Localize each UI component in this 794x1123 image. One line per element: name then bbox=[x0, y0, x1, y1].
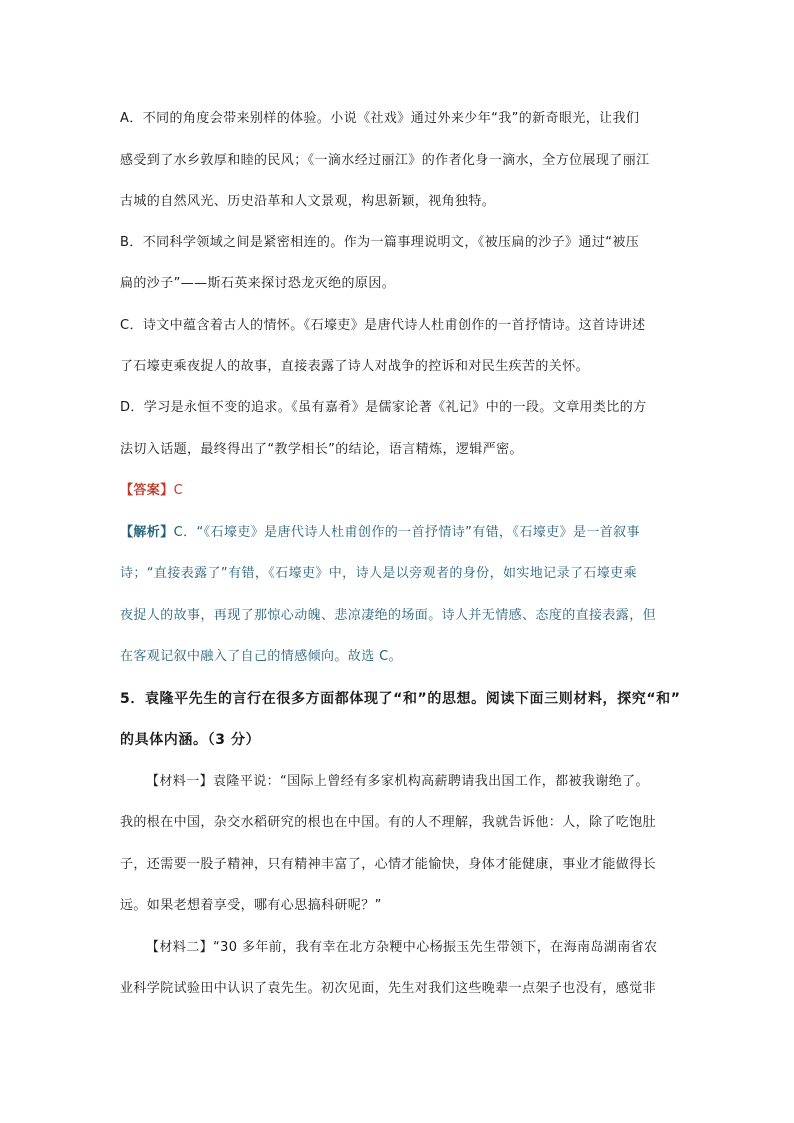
analysis-label: 【解析】 bbox=[120, 525, 174, 540]
question-5-line-1: 5．袁隆平先生的言行在很多方面都体现了“和”的思想。阅读下面三则材料，探究“和” bbox=[120, 691, 681, 707]
option-d-line-2: 法切入话题，最终得出了“教学相长”的结论，语言精炼，逻辑严密。 bbox=[120, 442, 523, 457]
option-b-line-2: 扁的沙子”——斯石英来探讨恐龙灭绝的原因。 bbox=[120, 276, 396, 291]
material-1-line-4: 远。如果老想着享受，哪有心思搞科研呢？” bbox=[120, 898, 382, 913]
answer-label: 【答案】 bbox=[120, 483, 174, 498]
option-a-line-2: 感受到了水乡敦厚和睦的民风；《一滴水经过丽江》的作者化身一滴水，全方位展现了丽江 bbox=[120, 153, 650, 168]
material-2-line-1: 【材料二】“30 多年前，我有幸在北方杂粳中心杨振玉先生带领下，在海南岛湖南省农 bbox=[146, 940, 658, 955]
analysis-line-3: 夜捉人的故事，再现了那惊心动魄、悲凉凄绝的场面。诗人并无情感、态度的直接表露，但 bbox=[120, 608, 657, 623]
option-a-line-3: 古城的自然风光、历史沿革和人文景观，构思新颖，视角独特。 bbox=[120, 194, 496, 209]
analysis-line-4: 在客观记叙中融入了自己的情感倾向。故选 C。 bbox=[120, 649, 403, 664]
option-d-line-1: D．学习是永恒不变的追求。《虽有嘉肴》是儒家论著《礼记》中的一段。文章用类比的方 bbox=[120, 400, 647, 415]
analysis-line-2: 诗；“直接表露了”有错，《石壕吏》中，诗人是以旁观者的身份，如实地记录了石壕吏乘 bbox=[120, 566, 637, 581]
answer-line bbox=[120, 482, 183, 500]
material-1-line-2: 我的根在中国，杂交水稻研究的根也在中国。有的人不理解，我就告诉他：人，除了吃饱肚 bbox=[120, 815, 657, 830]
analysis-line-1 bbox=[120, 524, 640, 542]
analysis-text: C．“《石壕吏》是唐代诗人杜甫创作的一首抒情诗”有错，《石壕吏》是一首叙事 bbox=[173, 525, 640, 540]
option-b-line-1: B．不同科学领域之间是紧密相连的。作为一篇事理说明文，《被压扁的沙子》通过“被压 bbox=[120, 235, 640, 250]
option-c-line-2: 了石壕吏乘夜捉人的故事，直接表露了诗人对战争的控诉和对民生疾苦的关怀。 bbox=[120, 359, 590, 374]
option-a-line-1: A．不同的角度会带来别样的体验。小说《社戏》通过外来少年“我”的新奇眼光，让我们 bbox=[120, 111, 640, 126]
material-2-line-2: 业科学院试验田中认识了袁先生。初次见面，先生对我们这些晚辈一点架子也没有，感觉非 bbox=[120, 981, 657, 996]
material-1-line-3: 子，还需要一股子精神，只有精神丰富了，心情才能愉快，身体才能健康，事业才能做得长 bbox=[120, 857, 657, 872]
question-5-line-2: 的具体内涵。（3 分） bbox=[120, 732, 261, 748]
material-1-line-1: 【材料一】袁隆平说：“国际上曾经有多家机构高薪聘请我出国工作，都被我谢绝了。 bbox=[146, 774, 649, 789]
answer-value: C bbox=[173, 483, 184, 498]
option-c-line-1: C．诗文中蕴含着古人的情怀。《石壕吏》是唐代诗人杜甫创作的一首抒情诗。这首诗讲述 bbox=[120, 318, 646, 333]
